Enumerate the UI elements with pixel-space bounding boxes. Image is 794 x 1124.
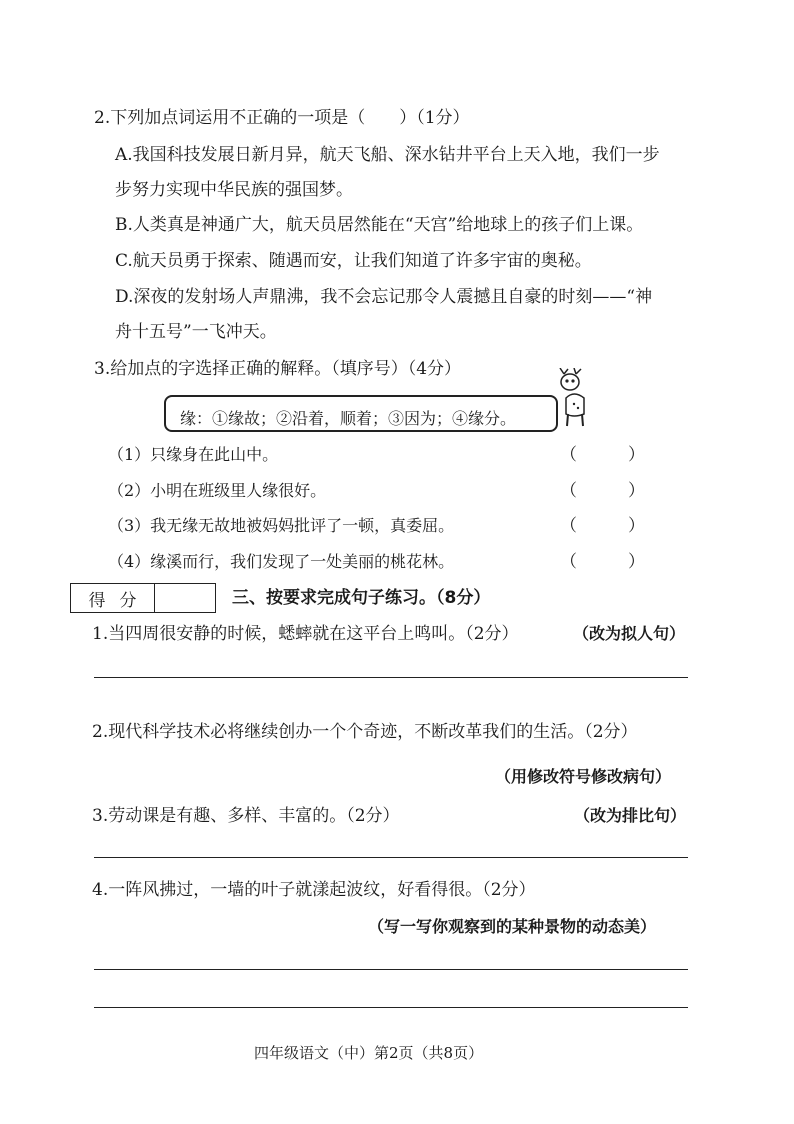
score-box [70, 583, 216, 613]
q3-item-3: （3）我无缘无故地被妈妈批评了一顿，真委屈。 [108, 516, 455, 535]
s3-item-3-note: （改为排比句） [574, 806, 687, 825]
q3-item-1: （1）只缘身在此山中。 [108, 445, 279, 464]
answer-line-1[interactable] [94, 677, 688, 678]
deer-cartoon-icon [554, 368, 594, 430]
q3-answer-1[interactable]: （ ） [560, 445, 645, 465]
s3-item-1-note: （改为拟人句） [573, 624, 686, 643]
answer-line-3[interactable] [94, 857, 688, 858]
q3-answer-4[interactable]: （ ） [560, 552, 645, 572]
q2-option-c: C.航天员勇于探索、随遇而安，让我们知道了许多宇宙的奥秘。 [115, 251, 592, 271]
score-label: 得分 [71, 584, 155, 612]
answer-line-4b[interactable] [94, 1007, 688, 1008]
s3-item-2: 2.现代科学技术必将继续创办一个个奇迹，不断改革我们的生活。（2分） [92, 722, 638, 742]
section-title: 三、按要求完成句子练习。（8分） [232, 588, 491, 608]
s3-item-3: 3.劳动课是有趣、多样、丰富的。（2分） [92, 806, 400, 826]
q2-option-a: A.我国科技发展日新月异，航天飞船、深水钻井平台上天入地，我们一步 [115, 145, 660, 165]
s3-item-1: 1.当四周很安静的时候，蟋蟀就在这平台上鸣叫。（2分） [92, 624, 519, 644]
s3-item-4-note: （写一写你观察到的某种景物的动态美） [368, 917, 657, 936]
q2-stem: 2.下列加点词运用不正确的一项是（ ）（1分） [94, 108, 470, 128]
definition-text: 缘：①缘故；②沿着，顺着；③因为；④缘分。 [180, 409, 517, 428]
q3-item-4: （4）缘溪而行，我们发现了一处美丽的桃花林。 [108, 552, 455, 571]
q2-option-d-cont: 舟十五号”一飞冲天。 [115, 322, 277, 342]
page-footer: 四年级语文（中）第2页（共8页） [254, 1044, 484, 1062]
s3-item-2-note: （用修改符号修改病句） [495, 767, 672, 786]
q2-option-b: B.人类真是神通广大，航天员居然能在“天宫”给地球上的孩子们上课。 [115, 215, 644, 235]
q2-option-a-cont: 步努力实现中华民族的强国梦。 [115, 180, 353, 200]
s3-item-4: 4.一阵风拂过，一墙的叶子就漾起波纹，好看得很。（2分） [92, 880, 536, 900]
q3-answer-2[interactable]: （ ） [560, 481, 645, 501]
q2-option-d: D.深夜的发射场人声鼎沸，我不会忘记那令人震撼且自豪的时刻——“神 [115, 287, 653, 307]
answer-line-4a[interactable] [94, 969, 688, 970]
q3-stem: 3.给加点的字选择正确的解释。（填序号）（4分） [94, 359, 462, 379]
definition-box [164, 395, 558, 432]
q3-answer-3[interactable]: （ ） [560, 516, 645, 536]
q3-item-2: （2）小明在班级里人缘很好。 [108, 481, 327, 500]
